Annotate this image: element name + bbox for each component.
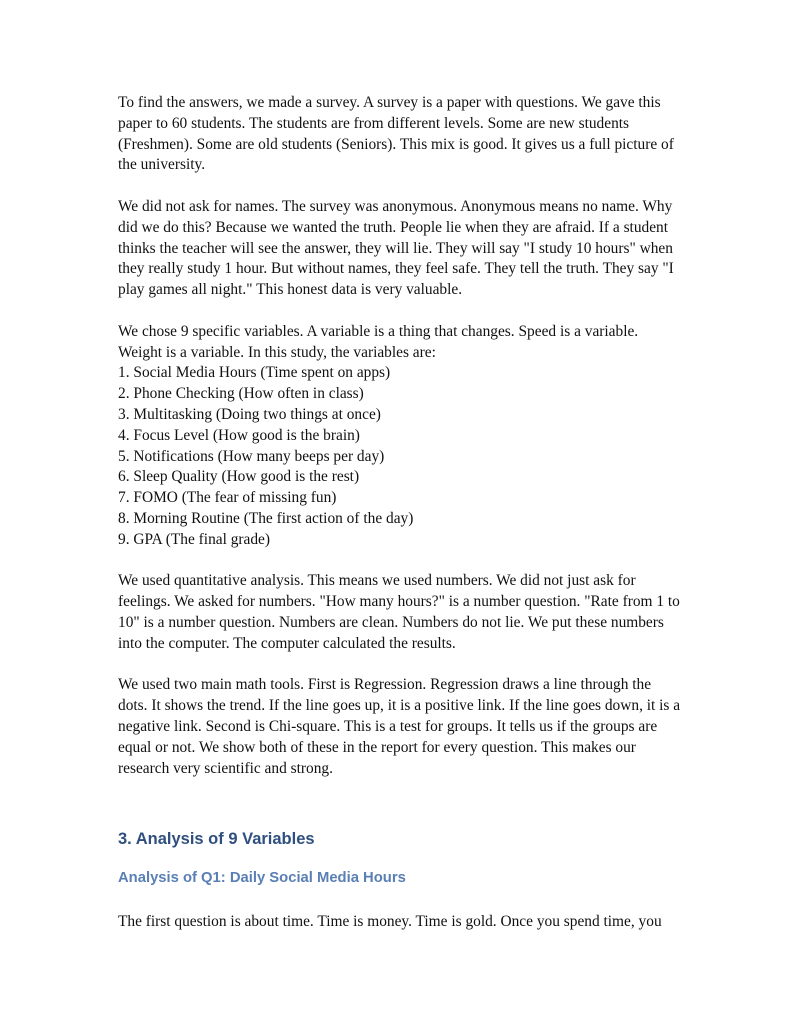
paragraph-survey: To find the answers, we made a survey. A survey is a paper with questions. We gave this paper to 60 students. The students are from different levels. Some are new students (Freshmen). Some are old students (Seniors). This mix is good. It gives us a full picture of the university. (118, 94, 674, 174)
subsection-heading: Analysis of Q1: Daily Social Media Hours (118, 870, 406, 886)
section-heading: 3. Analysis of 9 Variables (118, 830, 315, 848)
list-item: 3. Multitasking (Doing two things at once) (118, 405, 381, 423)
list-item: 6. Sleep Quality (How good is the rest) (118, 468, 360, 486)
list-item: 8. Morning Routine (The first action of the day) (118, 509, 414, 527)
list-item: 4. Focus Level (How good is the brain) (118, 426, 360, 444)
list-item: 2. Phone Checking (How often in class) (118, 385, 364, 403)
paragraph-quantitative: We used quantitative analysis. This means we used numbers. We did not just ask for feelings. We asked for numbers. "How many hours?" is a number question. "Rate from 1 to 10" is a number question. Numbers are clean. Numbers do not lie. We put these numbers into the computer. The computer calculated the results. (118, 572, 680, 652)
paragraph-anonymous: We did not ask for names. The survey was anonymous. Anonymous means no name. Why did we do this? Because we wanted the truth. People lie when they are afraid. If a student thinks the teacher will see the answer, they will lie. They will say "I study 10 hours" when they really study 1 hour. But without names, they feel safe. They tell the truth. They say "I play games all night." This honest data is very valuable. (118, 197, 674, 299)
body-text (118, 93, 684, 800)
paragraph-math-tools: We used two main math tools. First is Regression. Regression draws a line through the dots. It shows the trend. If the line goes up, it is a positive link. If the line goes down, it is a negative link. Second is Chi-square. This is a test for groups. It tells us if the groups are equal or not. We show both of these in the report for every question. This makes our research very scientific and strong. (118, 676, 681, 777)
paragraph-q1-intro: The first question is about time. Time is money. Time is gold. Once you spend time, you (118, 913, 662, 930)
variables-list (118, 363, 684, 550)
list-item: 7. FOMO (The fear of missing fun) (118, 489, 337, 507)
list-item: 5. Notifications (How many beeps per day) (118, 447, 385, 465)
list-item: 9. GPA (The final grade) (118, 530, 271, 548)
paragraph-variables-intro: We chose 9 specific variables. A variable is a thing that changes. Speed is a variable. Weight is a variable. In this study, the variables are: (118, 322, 639, 361)
list-item: 1. Social Media Hours (Time spent on apps) (118, 364, 391, 382)
